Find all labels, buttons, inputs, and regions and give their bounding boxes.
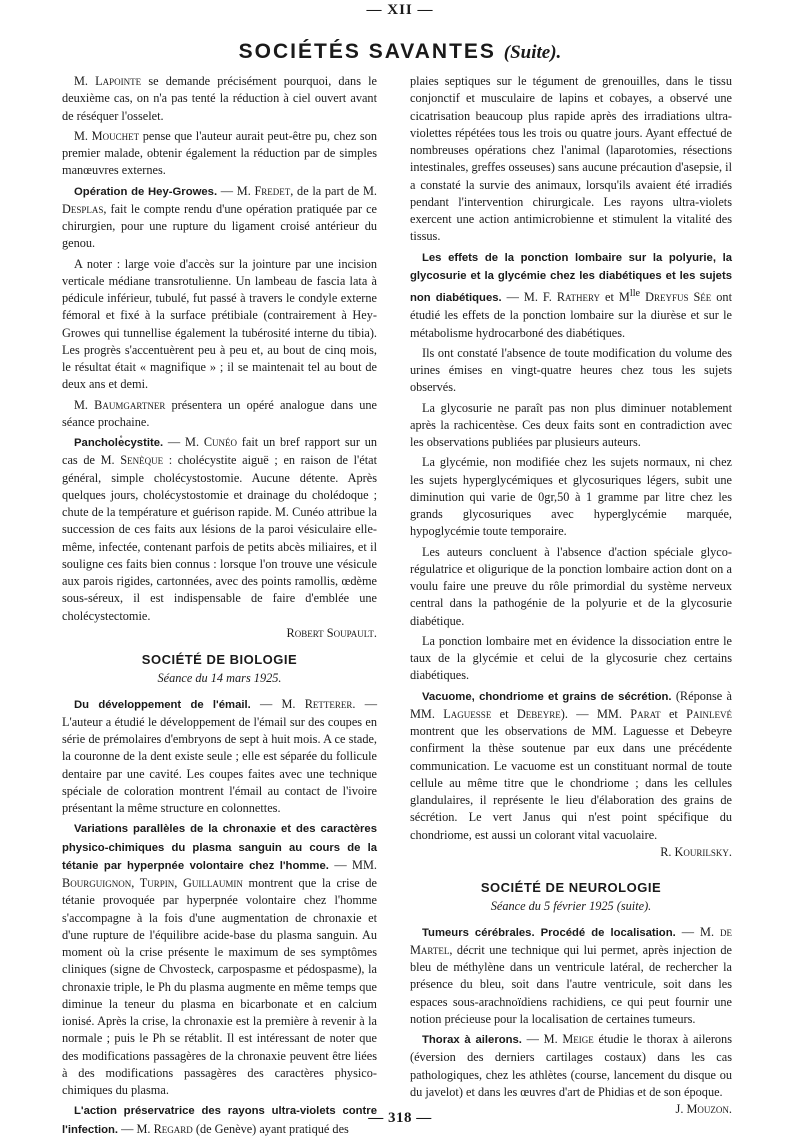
article-heading: Les effets de la ponction lombaire sur la polyurie, la glycosurie et la glycémie chez les diabétiques et les sujets non diabétiques. — [410, 251, 732, 305]
paragraph-continuation: plaies septiques sur le tégument de grenouilles, dans le tissu conjonctif et musculaire de lapins et cobayes, a observé une cicatrisation beaucoup plus rapide après des irradiations ultra-violettes répétées tous les trois ou quatre jours. Ayant effectué de nombreuses opérations chez l'animal (laparotomies, résections intestinales, greffes osseuses) sans aucune précaution d'asepsie, il a constaté la survie des animaux, lorsqu'ils avaient été irradiés pendant l'intervention chirurgicale. Les rayons ultra-violets exercent une action antimicrobienne et stimulent la vitalité des tissus. — [410, 74, 732, 244]
paragraph-ultra-violets: L'action préservatrice des rayons ultra-violets contre l'infection. — M. Regard (de Genève) ayant pratiqué des — [62, 1105, 377, 1136]
section-heading-biologie: SOCIÉTÉ DE BIOLOGIE — [141, 652, 298, 667]
paragraph-lapointe: M. Lapointe se demande précisément pourquoi, dans le deuxième cas, on n'a pas tenté la réduction à ciel ouvert avant de réséquer l'osselet. — [62, 74, 377, 123]
author-name: de Martel — [410, 924, 732, 957]
page-title — [0, 40, 800, 65]
right-column — [410, 73, 732, 1121]
paragraph-vacuome: Vacuome, chondriome et grains de sécrétion. (Réponse à MM. Laguesse et Debeyre). — MM. Parat et Painlevé montrent que les observations de MM. Laguesse et Debeyre confirment la thèse soutenue par eux dans une précédente communication. Le vacuome est un constituant normal de toute cellule au même titre que le chondriome ; dans les cellules glandulaires, il représente le lieu d'élaboration des grains de sécrétion. Le vert Janus qui n'est point spécifique du chondriome, est aussi un colorant vital vacuolaire. R. Kourilsky. — [410, 688, 732, 862]
left-column — [62, 73, 377, 1142]
author-name: M. Mouchet — [74, 128, 140, 143]
signature: J. Mouzon. — [675, 1102, 732, 1117]
paragraph-ponction-lombaire: Les effets de la ponction lombaire sur la polyurie, la glycosurie et la glycémie chez les diabétiques et les sujets non diabétiques. — M. F. Rathery et $M^{lle}$ Dreyfus Sée ont étudié les effets de la ponction lombaire sur la diurèse et sur le métabolisme hydrocarboné des diabétiques. — [410, 251, 732, 340]
author-name: M. Baumgartner — [74, 397, 166, 412]
author-name: Cunéo — [203, 435, 238, 449]
article-heading: Tumeurs cérébrales. Procédé de localisation. — [422, 926, 676, 939]
article-heading: Du développement de l'émail. — [74, 698, 251, 711]
paragraph-email: Du développement de l'émail. — M. Retterer. — L'auteur a étudié le développement de l'émail sur des coupes en série de prémolaires d'embryons de sept à huit mois. A ce stade, la couronne de la dent existe seule ; elle est séparée du follicule dentaire par une cavité. Les coupes faites avec une technique spéciale de coloration montrent l'émail au contact de l'ivoire présentant la même structure en colonnettes. — [62, 696, 378, 815]
author-name: Rathery — [556, 290, 601, 305]
article-heading: Variations parallèles de la chronaxie et des caractères physico-chimiques du plasma sanguin au cours de la tétanie par hyperpnée volontaire chez l'homme. — [62, 823, 377, 872]
paragraph-hey-growes: Opération de Hey-Growes. — M. Fredet, de la part de M. Desplas, fait le compte rendu d'une opération pratiquée par ce chirurgien, pour une rupture du ligament croisé antérieur du genou. — [62, 183, 378, 251]
signature: R. Kourilsky. — [660, 844, 732, 859]
author-name: Meige — [562, 1032, 594, 1047]
paragraph-glycemie: La glycémie, non modifiée chez les sujets normaux, ni chez les sujets hyperglycémiques et glycosuriques légers, subit une diminution qui varie de 0gr,50 à 1 gramme par litre chez les grands glycosuriques avec hyperglycémie marquée, hypoglycémie toute temporaire. — [410, 455, 732, 539]
article-heading: Thorax à ailerons. — [422, 1034, 522, 1047]
paragraph-glycosurie: La glycosurie ne paraît pas non plus diminuer notablement après la rachicentèse. Ces deux faits sont en contradiction avec les observations publiées par plusieurs auteurs. — [410, 400, 732, 450]
title-suite: (Suite). — [503, 42, 562, 63]
section-date-biologie: Séance du 14 mars 1925. — [157, 671, 282, 686]
article-heading: Vacuome, chondriome et grains de sécrétion. — [422, 690, 672, 703]
author-name: Regard — [153, 1121, 193, 1136]
paragraph-urines: Ils ont constaté l'absence de toute modification du volume des urines émises en vingt-quatre heures chez tous les sujets observés. — [410, 345, 732, 395]
author-name: Parat — [630, 706, 661, 721]
paragraph-mouchet: M. Mouchet pense que l'auteur aurait peut-être pu, chez son premier malade, obtenir également la réduction par de simples manœuvres externes. — [62, 128, 378, 178]
paragraph-panchole-cystite: Panchole̊cystite. — M. Cunéo fait un bref rapport sur un cas de M. Senèque : cholécystite aiguë ; en raison de l'état général, simple cholécystostomie. Aucune détente. Après quelques jours, cholécystostomie et drainage du cholédoque ; chute de la température et guérison rapide. M. Cunéo attribue la succession de ces faits aux lésions de la paroi vésiculaire elle-même, infectée, contenant parfois de petits abcès miliaires, et il souligne ces faits bien connus : lorsque l'on trouve une vésicule aux parois rigides, cartonnées, avec des points ramollis, œdème sous-séreux, il est indispensable de faire d'emblée une cholécystectomie. Robert Soupault. — [62, 434, 377, 642]
article-heading: L'action préservatrice des rayons ultra-violets contre l'infection. — [62, 1105, 377, 1136]
paragraph-conclusion: Les auteurs concluent à l'absence d'action spéciale glyco-régulatrice et oligurique de la ponction lombaire action dont on a voulu faire une preuve du rôle primordial du système nerveux central dans la pathogénie de la polyurie et de la glycosurie diabétique. — [410, 544, 732, 628]
author-name: M. Senèque — [100, 453, 164, 468]
author-name: Painlevé — [686, 706, 732, 721]
page-number: — 318 — — [368, 1110, 432, 1126]
roman-page-number: — XII — — [366, 2, 434, 18]
signature: Robert Soupault. — [286, 625, 377, 640]
paragraph-thorax: Thorax à ailerons. — M. Meige étudie le thorax à ailerons (éversion des derniers cartilages costaux) dans les cas pathologiques, chez les athlètes (course, lancement du disque ou du javelot) et dans les œuvres d'art de Phidias et de son époque. J. Mouzon. — [410, 1031, 732, 1118]
author-name: M. Lapointe — [74, 74, 142, 88]
paragraph-a-noter: A noter : large voie d'accès sur la jointure par une incision verticale médiane transrotulienne. Un lambeau de fascia lata à pédicule inférieur, tubulé, fut passé à travers le condyle externe fémoral et fixé à la surface prétibiale (contrairement à Hey-Growes qui tunnellise également la tubérosité interne du tibia). Les progrès s'accentuèrent peu à peu et, au bout de cinq mois, le résultat était « magnifique » ; il se maintenait tel au bout de deux ans et demi. — [62, 256, 377, 392]
title-text: SOCIÉTÉS SAVANTES — [238, 40, 496, 63]
author-name: Fredet — [254, 183, 291, 198]
author-name: M. Desplas — [62, 183, 378, 216]
paragraph-chronaxie: Variations parallèles de la chronaxie et des caractères physico-chimiques du plasma sanguin au cours de la tétanie par hyperpnée volontaire chez l'homme. — MM. Bourguignon, Turpin, Guillaumin montrent que la crise de tétanie provoquée par hyperpnée volontaire chez l'homme s'accompagne à la fois d'une augmentation de chronaxie et d'une rupture de l'équilibre acide-base du plasma sanguin. Au moment où la crise présente le maximum de ses symptômes cliniques (signe de Chvosteck, carpospasme et pédospasme), la chronaxie triple, le Ph du plasma augmente en même temps que diminue la teneur du plasma en bicarbonate et en calcium ionisé. Après la crise, la chronaxie est la première à revenir à la normale ; puis le Ph se rétablit. Il est intéressant de noter que des modifications passagères de la chronaxie peuvent être liées à des modifications passagères des caractères physico-chimiques du plasma. — [62, 823, 377, 1097]
paragraph-baumgartner: M. Baumgartner présentera un opéré analogue dans une séance prochaine. — [62, 397, 378, 429]
article-heading: Panchole̊cystite. — [74, 437, 164, 449]
article-heading: Opération de Hey-Growes. — [74, 185, 218, 198]
author-name: Debeyre — [516, 706, 561, 721]
author-name: Dreyfus Sée — [640, 290, 712, 305]
paragraph-tumeurs: Tumeurs cérébrales. Procédé de localisation. — M. de Martel, décrit une technique qui lui permet, après injection de bleu de méthylène dans un ventricule latéral, de rechercher la présence du bleu, soit dans l'autre ventricule, soit dans les espaces sous-arachnoïdiens rachidiens, ce qui peut fournir une notion précieuse pour la localisation de certaines tumeurs. — [410, 924, 732, 1026]
section-heading-neurologie: SOCIÉTÉ DE NEUROLOGIE — [480, 880, 662, 896]
author-names: Bourguignon, Turpin, Guillaumin — [62, 876, 243, 890]
paragraph-dissociation: La ponction lombaire met en évidence la dissociation entre le taux de la glycémie et celui de la glycosurie chez certains diabétiques. — [410, 633, 732, 683]
author-name: Retterer — [304, 696, 353, 711]
section-date-neurologie: Séance du 5 février 1925 (suite). — [490, 899, 652, 914]
author-name: Laguesse — [443, 706, 492, 721]
